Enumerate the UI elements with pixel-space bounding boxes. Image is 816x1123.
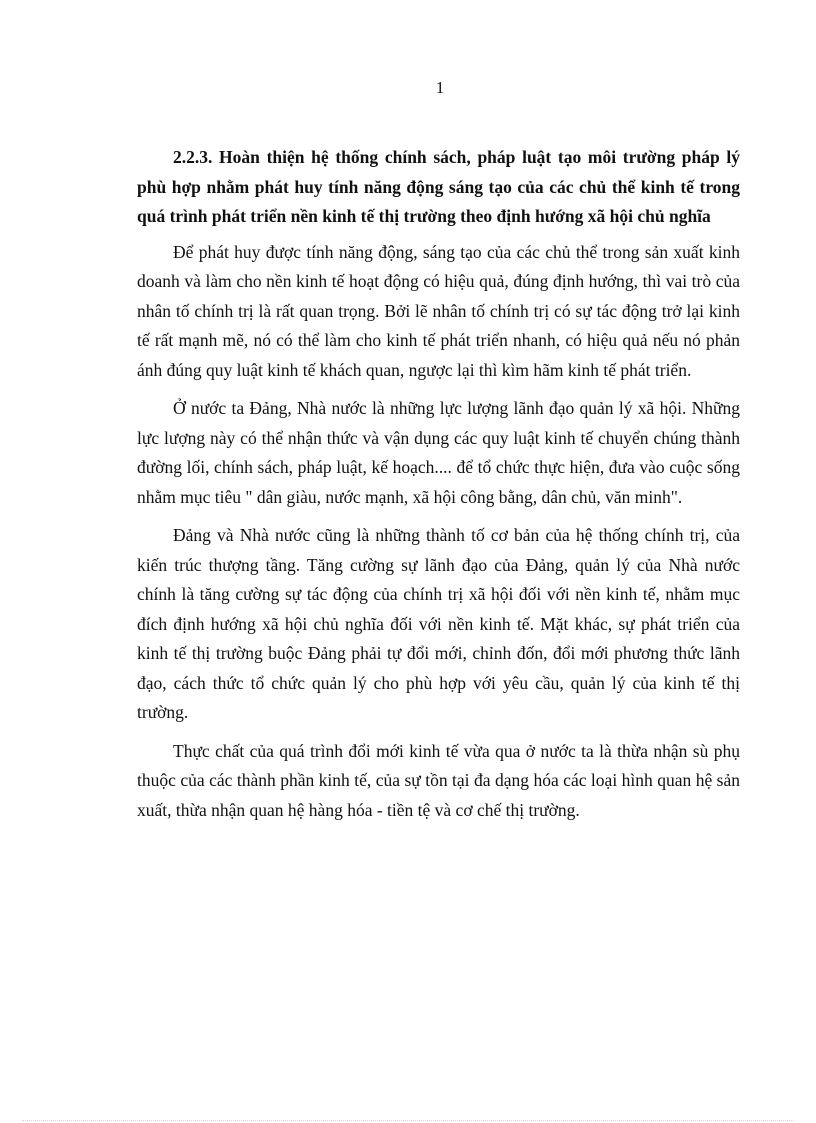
document-body (137, 143, 740, 825)
paragraph-3: Đảng và Nhà nước cũng là những thành tố cơ bản của hệ thống chính trị, của kiến trúc thượng tầng. Tăng cường sự lãnh đạo của Đảng, quản lý của Nhà nước chính là tăng cường sự tác động của chính trị xã hội đối với nền kinh tế, nhằm mục đích định hướng xã hội chủ nghĩa đối với nền kinh tế. Mặt khác, sự phát triển của kinh tế thị trường buộc Đảng phải tự đổi mới, chỉnh đốn, đổi mới phương thức lãnh đạo, cách thức tổ chức quản lý cho phù hợp với yêu cầu, quản lý của kinh tế thị trường. (137, 525, 740, 722)
section-heading: 2.2.3. Hoàn thiện hệ thống chính sách, pháp luật tạo môi trường pháp lý phù hợp nhằm phát huy tính năng động sáng tạo của các chủ thể kinh tế trong quá trình phát triển nền kinh tế thị trường theo định hướng xã hội chủ nghĩa (137, 147, 740, 226)
page-number: 1 (435, 78, 445, 97)
page-bottom-divider (22, 1120, 794, 1121)
paragraph-2: Ở nước ta Đảng, Nhà nước là những lực lượng lãnh đạo quản lý xã hội. Những lực lượng này có thể nhận thức và vận dụng các quy luật kinh tế chuyển chúng thành đường lối, chính sách, pháp luật, kế hoạch.... để tổ chức thực hiện, đưa vào cuộc sống nhằm mục tiêu " dân giàu, nước mạnh, xã hội công bằng, dân chủ, văn minh". (137, 398, 740, 507)
paragraph-4: Thực chất của quá trình đổi mới kinh tế vừa qua ở nước ta là thừa nhận sù phụ thuộc của các thành phần kinh tế, của sự tồn tại đa dạng hóa các loại hình quan hệ sản xuất, thừa nhận quan hệ hàng hóa - tiền tệ và cơ chế thị trường. (137, 740, 740, 820)
paragraph-1: Để phát huy được tính năng động, sáng tạo của các chủ thể trong sản xuất kinh doanh và làm cho nền kinh tế hoạt động có hiệu quả, đúng định hướng, thì vai trò của nhân tố chính trị là rất quan trọng. Bởi lẽ nhân tố chính trị có sự tác động trở lại kinh tế rất mạnh mẽ, nó có thể làm cho kinh tế phát triển nhanh, có hiệu quả nếu nó phản ánh đúng quy luật kinh tế khách quan, ngược lại thì kìm hãm kinh tế phát triển. (137, 241, 740, 380)
